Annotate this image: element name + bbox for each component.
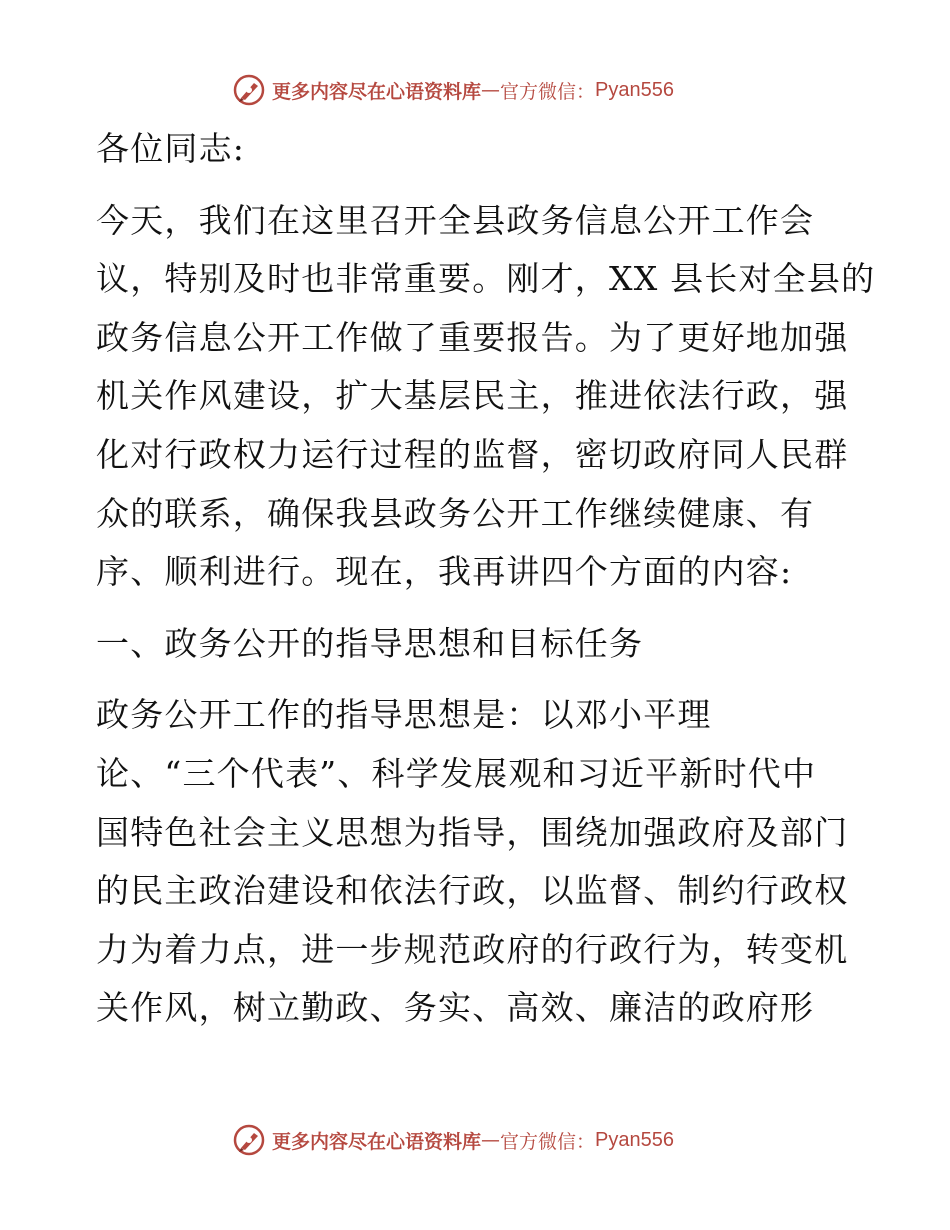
paragraph-guiding-thought [96,686,856,1038]
text-line: 力为着力点，进一步规范政府的行政行为，转变机 [96,929,849,969]
watermark-separator: — [481,1129,501,1151]
salutation: 各位同志: [96,129,246,168]
text-line: 论、“三个代表”、科学发展观和习近平新时代中 [96,753,817,793]
header-watermark [232,72,674,108]
text-line: 政务公开工作的指导思想是：以邓小平理 [96,695,712,735]
text-line: 国特色社会主义思想为指导，围绕加强政府及部门 [96,812,849,852]
document-body [96,120,876,1038]
watermark-wechat-id: Pyan556 [595,78,674,101]
pen-logo-icon [232,1123,266,1157]
text-line: 政务信息公开工作做了重要报告。为了更好地加强 [96,317,849,357]
footer-watermark [232,1122,674,1158]
text-line: 化对行政权力运行过程的监督，密切政府同人民群 [96,434,849,474]
watermark-brand-text: 更多内容尽在心语资料库 [272,1130,482,1153]
text-line: 众的联系，确保我县政务公开工作继续健康、有 [96,493,815,533]
watermark-wechat-label: 官方微信： [500,80,596,103]
section-heading: 一、政务公开的指导思想和目标任务 [96,623,644,663]
text-line: 议，特别及时也非常重要。刚才，XX 县长对全县的 [96,259,876,299]
text-line: 关作风，树立勤政、务实、高效、廉洁的政府形 [96,988,815,1028]
text-line: 序、顺利进行。现在，我再讲四个方面的内容: [96,552,793,592]
watermark-brand-text: 更多内容尽在心语资料库 [272,80,482,103]
watermark-wechat-id: Pyan556 [595,1128,674,1151]
text-line: 机关作风建设，扩大基层民主，推进依法行政，强 [96,376,849,416]
watermark-wechat-label: 官方微信： [500,1130,596,1153]
text-line: 的民主政治建设和依法行政，以监督、制约行政权 [96,871,849,911]
text-line: 今天，我们在这里召开全县政务信息公开工作会 [96,200,815,240]
watermark-separator: — [481,79,501,101]
pen-logo-icon [232,73,266,107]
paragraph-opening [96,192,876,602]
